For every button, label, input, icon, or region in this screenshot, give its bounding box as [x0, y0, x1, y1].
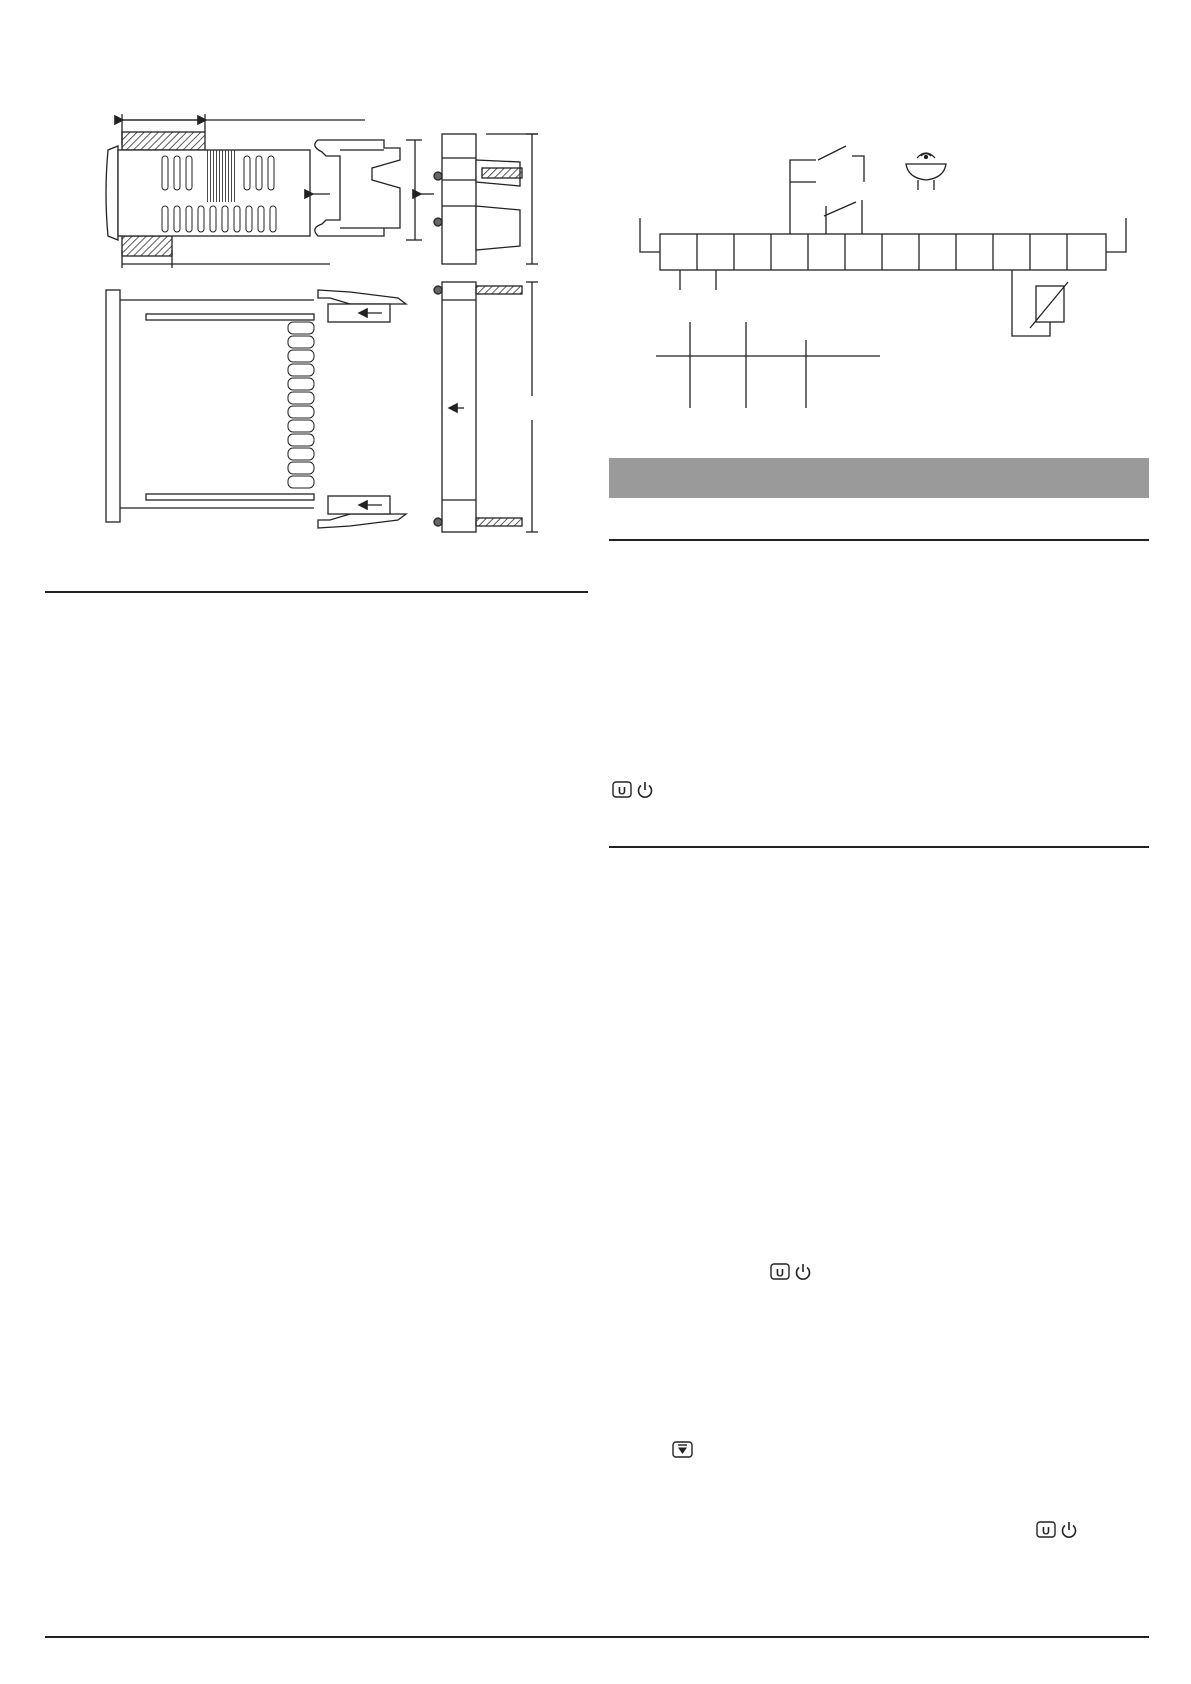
section-rule-right-2 — [609, 846, 1149, 848]
section-rule-left — [45, 591, 588, 593]
panel-mount-side-view — [106, 282, 538, 532]
u-power-key-icon — [770, 1262, 814, 1282]
svg-text:U: U — [618, 785, 626, 798]
section-header-band — [609, 458, 1149, 498]
wiring-diagram — [640, 146, 1126, 408]
svg-text:U: U — [1042, 1525, 1050, 1538]
u-power-key-icon — [1036, 1520, 1080, 1540]
u-power-key-icon — [612, 780, 656, 800]
down-arrow-key-icon — [672, 1440, 694, 1460]
panel-mount-top-view — [106, 114, 538, 268]
section-rule-right-1 — [609, 539, 1149, 541]
svg-text:U: U — [776, 1267, 784, 1280]
footer-rule — [45, 1636, 1149, 1638]
